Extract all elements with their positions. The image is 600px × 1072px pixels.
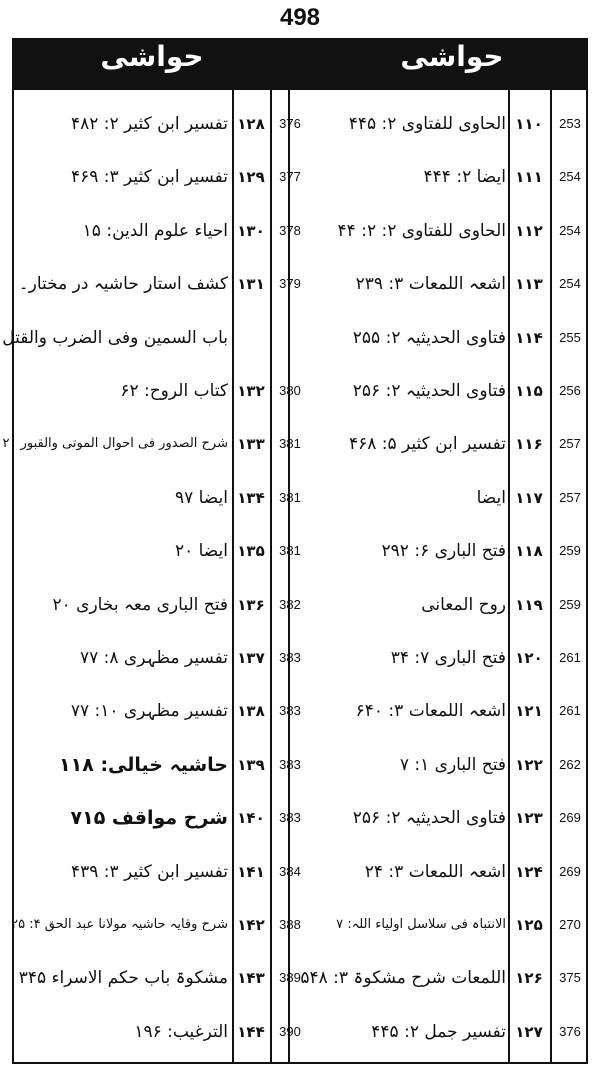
footnote-number: ۱۳۸ — [237, 702, 265, 721]
left-footnote-row — [14, 798, 590, 838]
footnote-text: فتاوی الحدیثیہ ۲: ۲۵۶ — [352, 381, 506, 401]
left-footnote-row — [14, 211, 590, 251]
footnote-text: اللمعات شرح مشکوۃ ۳: ۵۴۸ — [300, 968, 506, 989]
left-footnote-row — [14, 585, 590, 625]
footnote-text: اشعہ اللمعات ۳: ۲۴ — [364, 861, 506, 882]
footnote-number: ۱۲۸ — [237, 115, 265, 133]
footnote-text: تفسیر مظہری ۸: ۷۷ — [79, 648, 228, 668]
footnote-number: ۱۴۳ — [237, 969, 265, 988]
footnote-number: ۱۴۰ — [237, 809, 265, 828]
footnotes-table — [2, 38, 588, 1064]
footnote-number: ۱۲۳ — [515, 809, 543, 828]
reference-number: 388 — [279, 917, 301, 932]
footnote-text: تفسیر ابن کثیر ۲: ۴۸۲ — [70, 114, 228, 134]
footnote-number: ۱۲۴ — [515, 862, 543, 881]
footnote-text: تفسیر ابن کثیر ۳: ۴۶۹ — [70, 167, 228, 188]
left-footnote-row — [11, 905, 590, 945]
footnote-number: ۱۱۲ — [515, 221, 543, 240]
reference-number: 256 — [559, 383, 581, 398]
reference-number: 381 — [279, 543, 301, 559]
footnote-number: ۱۳۳ — [237, 435, 265, 454]
footnote-text: الانتباہ فی سلاسل اولیاء اللہ: ۷ — [336, 917, 506, 932]
footnote-number: ۱۱۷ — [515, 488, 543, 507]
reference-number: 382 — [279, 596, 301, 612]
left-footnote-row — [14, 478, 590, 518]
reference-number: 254 — [559, 276, 581, 292]
footnote-text: فتح الباری ۱: ۷ — [399, 754, 506, 775]
footnote-number: ۱۴۴ — [237, 1022, 265, 1041]
left-footnote-row — [14, 852, 590, 892]
footnote-text: اشعہ اللمعات ۳: ۲۳۹ — [355, 274, 506, 295]
footnote-text: الحاوی للفتاوی ۲: ۴۴۵ — [348, 114, 506, 134]
reference-number: 380 — [279, 383, 301, 398]
footnote-text: فتح الباری ۷: ۳۴ — [390, 648, 506, 668]
left-footnote-row — [14, 371, 590, 411]
footnote-number: ۱۲۰ — [515, 649, 543, 667]
footnote-text: شرح وقایہ حاشیہ مولانا عبد الحق ۴: ۲۵ — [11, 917, 228, 932]
left-footnote-row — [14, 638, 590, 678]
reference-number: 269 — [559, 810, 581, 826]
left-footnote-row — [14, 745, 590, 785]
footnote-number: ۱۲۵ — [515, 916, 543, 934]
footnote-number: ۱۳۱ — [237, 275, 265, 294]
reference-number: 390 — [279, 1023, 301, 1039]
reference-number: 254 — [559, 169, 581, 185]
reference-number: 257 — [559, 436, 581, 452]
footnote-number: ۱۲۷ — [515, 1022, 543, 1041]
reference-number: 257 — [559, 489, 581, 505]
right-header-title: حواشی — [400, 40, 504, 73]
footnote-text: تفسیر جمل ۲: ۴۴۵ — [371, 1021, 506, 1042]
footnote-text: ایضا ۹۷ — [174, 487, 228, 508]
footnote-text: احیاء علوم الدین: ۱۵ — [82, 220, 228, 241]
reference-number: 378 — [279, 222, 301, 238]
footnote-text: کشف استار حاشیہ در مختار۔ — [18, 274, 228, 295]
footnote-text: مشکوۃ باب حکم الاسراء ۳۴۵ — [18, 968, 228, 989]
footnote-number: ۱۳۷ — [237, 649, 265, 667]
footnote-text: شرح مواقف ۷۱۵ — [70, 807, 228, 830]
footnote-text: حاشیہ خیالی: ۱۱۸ — [59, 753, 228, 776]
footnote-number: ۱۳۲ — [237, 382, 265, 400]
footnote-number: ۱۱۱ — [515, 168, 543, 187]
left-footnote-row — [14, 157, 590, 197]
footnote-text: فتح الباری معہ بخاری ۲۰ — [52, 594, 228, 615]
reference-number: 270 — [559, 917, 581, 932]
footnote-text: تفسیر مظہری ۱۰: ۷۷ — [70, 701, 228, 722]
reference-number: 255 — [559, 329, 581, 345]
footnote-text: تفسیر ابن کثیر ۵: ۴۶۸ — [348, 434, 506, 455]
left-footnote-row — [14, 691, 590, 731]
footnote-number: ۱۲۹ — [237, 168, 265, 187]
footnote-text: فتاوی الحدیثیہ ۲: ۲۵۶ — [352, 808, 506, 829]
left-footnote-row — [14, 531, 590, 571]
footnote-number: ۱۱۶ — [515, 435, 543, 454]
reference-number: 383 — [279, 650, 301, 665]
footnote-number: ۱۴۲ — [237, 916, 265, 934]
footnote-number: ۱۱۳ — [515, 275, 543, 294]
left-footnote-row — [2, 318, 590, 358]
footnote-text: شرح الصدور فی احوال الموتی والقبور ۲۰ — [2, 436, 228, 452]
footnote-text: ایضا — [476, 487, 506, 508]
footnote-text: ایضا ۲۰ — [174, 541, 228, 562]
reference-number: 384 — [279, 863, 301, 879]
footnote-number: ۱۳۵ — [237, 542, 265, 561]
footnote-text: اشعہ اللمعات ۳: ۶۴۰ — [355, 701, 506, 722]
reference-number: 381 — [279, 436, 301, 452]
left-footnote-row — [2, 424, 590, 464]
reference-number: 381 — [279, 489, 301, 505]
footnote-number: ۱۱۴ — [515, 328, 543, 347]
footnote-text: باب السمین وفی الضرب والقتل — [2, 327, 228, 348]
reference-number: 377 — [279, 169, 301, 185]
left-footnote-row — [14, 958, 590, 998]
footnote-number: ۱۲۱ — [515, 702, 543, 721]
left-footnote-row — [14, 104, 590, 144]
footnote-number: ۱۳۶ — [237, 595, 265, 614]
footnote-text: تفسیر ابن کثیر ۳: ۴۳۹ — [70, 861, 228, 882]
footnote-number: ۱۳۴ — [237, 488, 265, 507]
reference-number: 389 — [279, 970, 301, 986]
reference-number: 383 — [279, 810, 301, 826]
footnote-number: ۱۱۹ — [515, 595, 543, 614]
footnote-text: فتاوی الحدیثیہ ۲: ۲۵۵ — [352, 327, 506, 348]
reference-number: 259 — [559, 596, 581, 612]
footnote-number: ۱۱۸ — [515, 542, 543, 561]
reference-number: 261 — [559, 650, 581, 665]
left-footnote-row — [14, 1012, 590, 1052]
footnote-text: ایضا ۲: ۴۴۴ — [423, 167, 506, 188]
footnote-number: ۱۴۱ — [237, 862, 265, 881]
reference-number: 383 — [279, 756, 301, 772]
reference-number: 383 — [279, 703, 301, 719]
header-bar — [14, 40, 586, 90]
footnote-number: ۱۲۲ — [515, 755, 543, 774]
footnote-text: کتاب الروح: ۶۲ — [120, 381, 228, 401]
footnote-number: ۱۲۶ — [515, 969, 543, 988]
reference-number: 379 — [279, 276, 301, 292]
footnote-text: روح المعانی — [421, 594, 506, 615]
reference-number: 376 — [559, 1023, 581, 1039]
footnote-number: ۱۳۹ — [237, 755, 265, 774]
reference-number: 259 — [559, 543, 581, 559]
footnote-number: ۱۱۰ — [515, 115, 543, 133]
reference-number: 375 — [559, 970, 581, 986]
reference-number: 261 — [559, 703, 581, 719]
reference-number: 269 — [559, 863, 581, 879]
footnote-number: ۱۱۵ — [515, 382, 543, 400]
reference-number: 254 — [559, 222, 581, 238]
footnote-text: فتح الباری ۶: ۲۹۲ — [381, 541, 506, 562]
footnote-text: الحاوی للفتاوی ۲: ۲: ۴۴ — [337, 220, 506, 241]
left-header-title: حواشی — [100, 40, 204, 73]
reference-number: 376 — [279, 116, 301, 131]
reference-number: 262 — [559, 756, 581, 772]
left-footnote-row — [14, 264, 590, 304]
footnote-text: الترغیب: ۱۹۶ — [134, 1021, 228, 1042]
footnote-number: ۱۳۰ — [237, 221, 265, 240]
page-number: 498 — [279, 4, 321, 31]
reference-number: 253 — [559, 116, 581, 131]
